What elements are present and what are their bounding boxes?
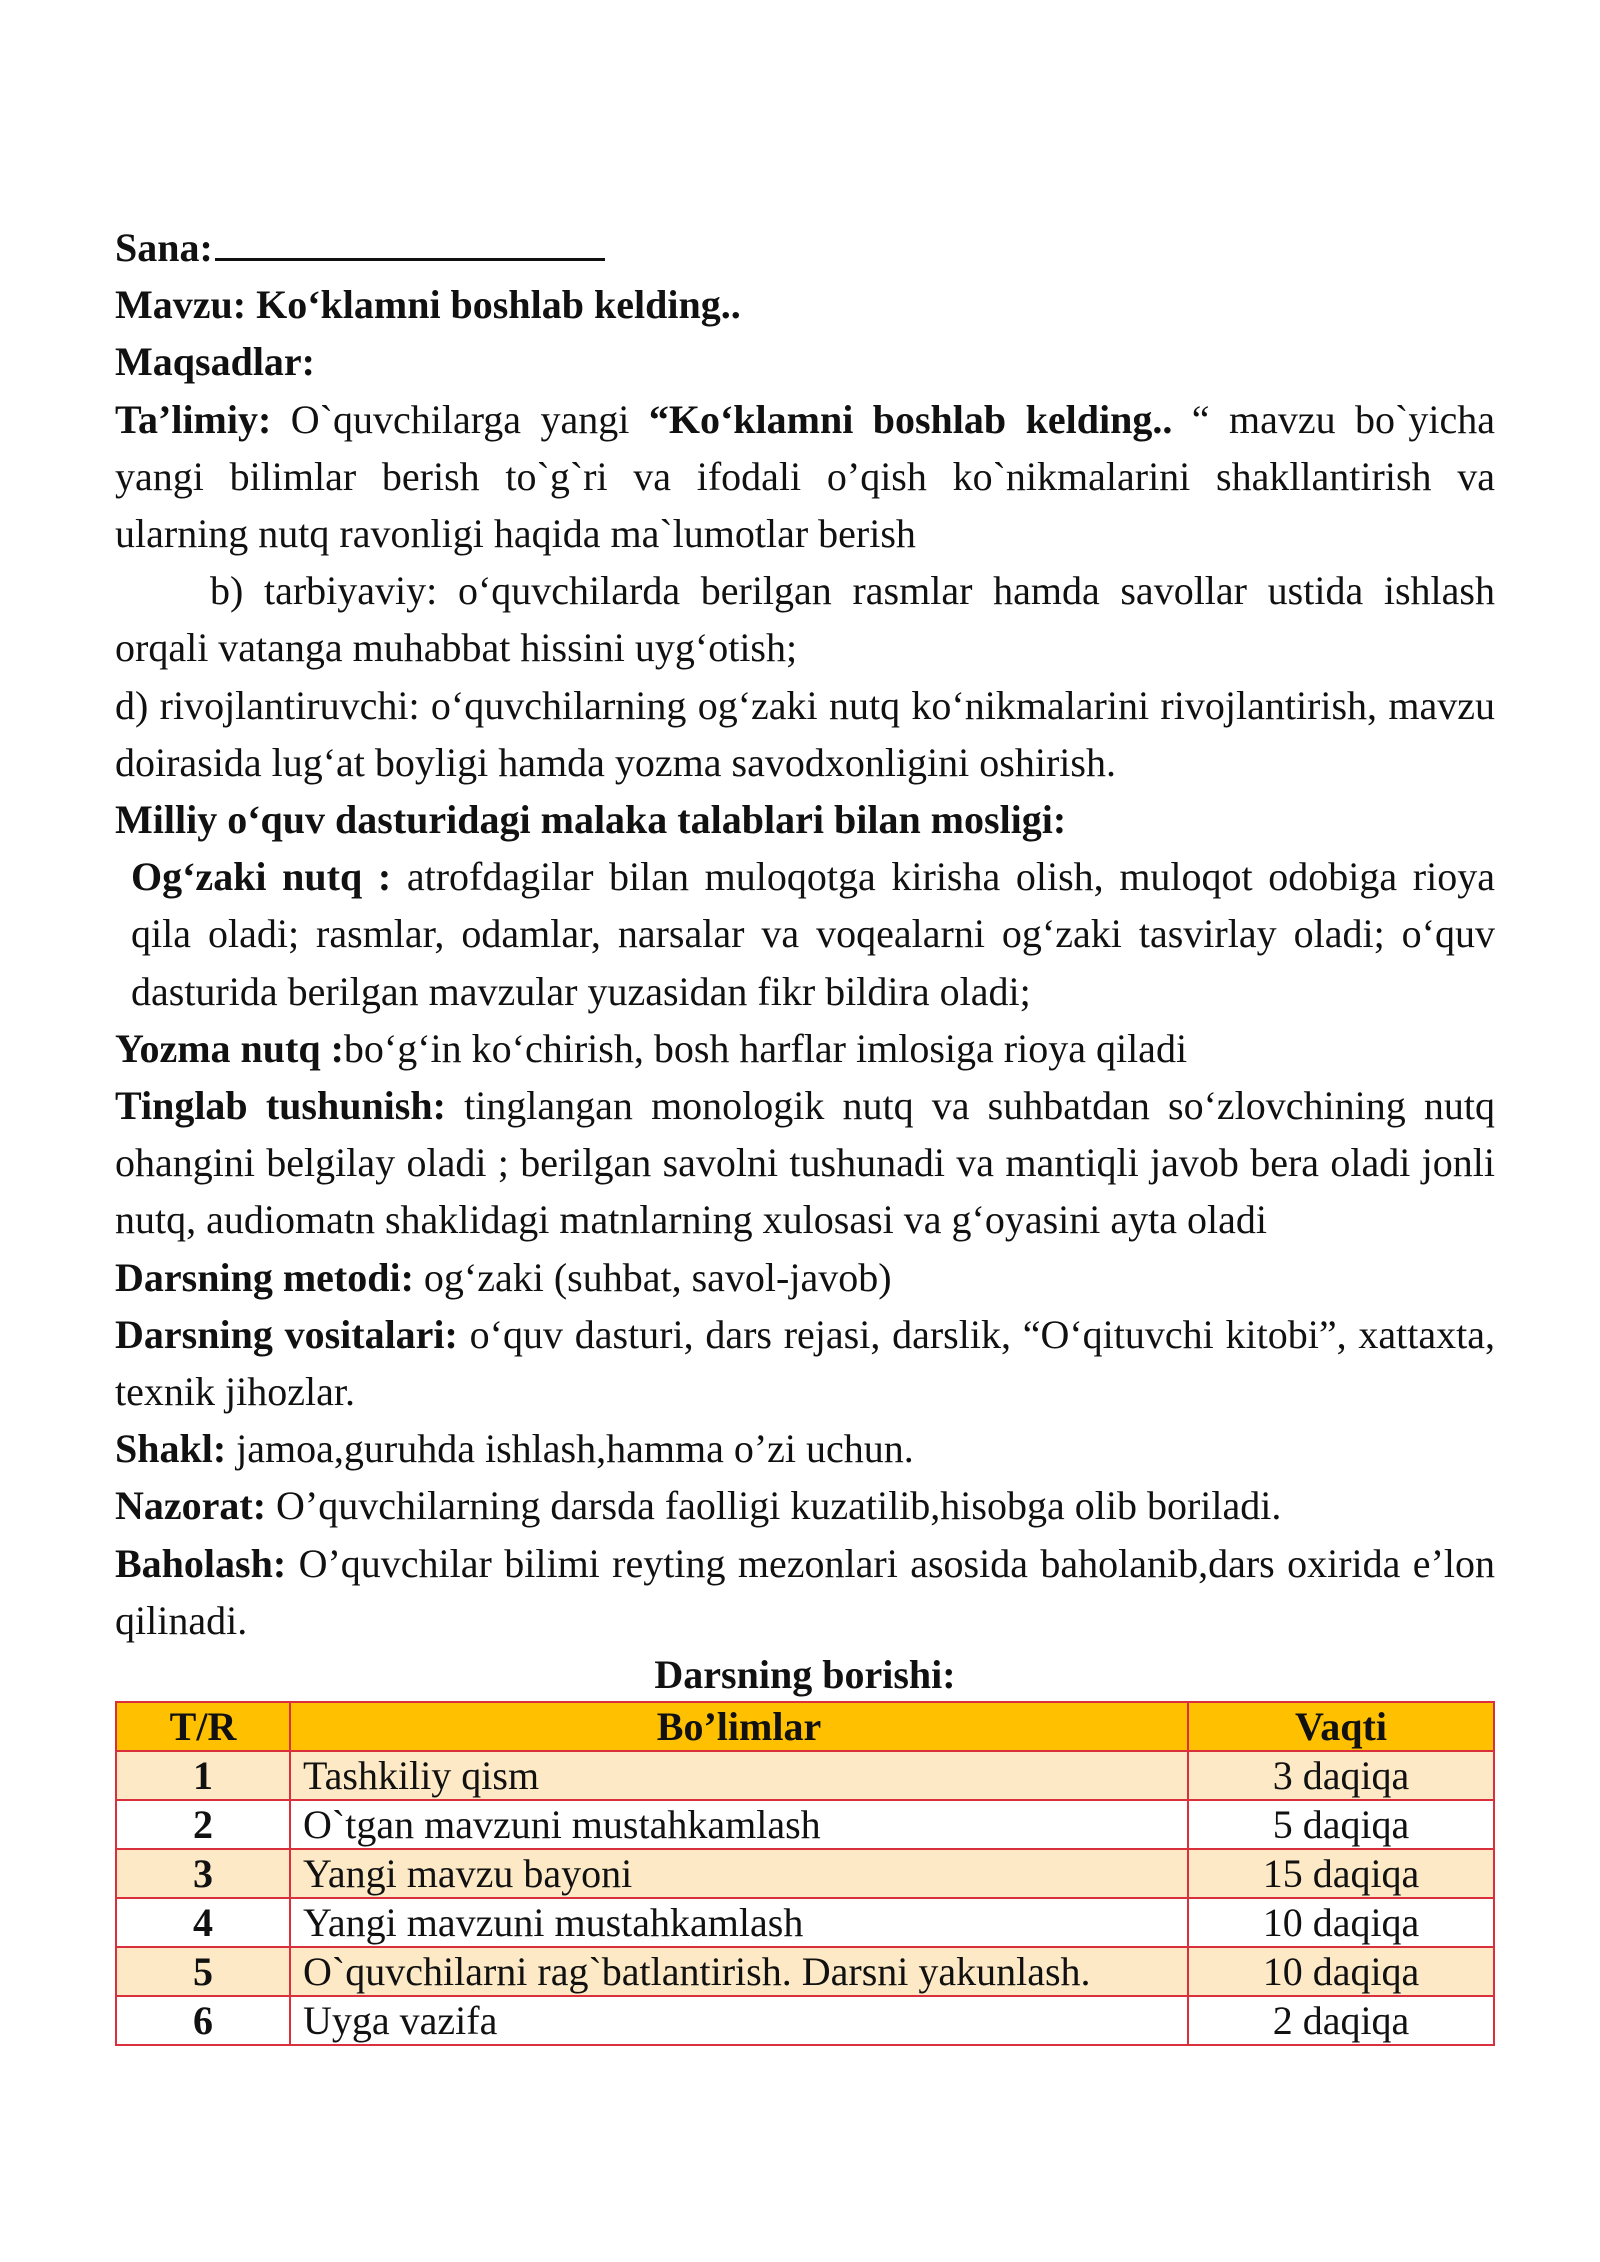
written-speech: Yozma nutq :bo‘g‘in ko‘chirish, bosh harflar imlosiga rioya qiladi <box>115 1025 1188 1071</box>
row-number: 6 <box>116 1996 290 2045</box>
row-time: 10 daqiqa <box>1188 1947 1494 1996</box>
educational-goal-topic: “Ko‘klamni boshlab kelding.. <box>648 396 1173 442</box>
lesson-tools-label: Darsning vositalari: <box>115 1311 458 1357</box>
topic-label: Mavzu: <box>115 282 247 328</box>
row-number: 2 <box>116 1800 290 1849</box>
topic-text: Ko‘klamni boshlab kelding.. <box>256 282 741 328</box>
lesson-form: Shakl: jamoa,guruhda ishlash,hamma o’zi uchun. <box>115 1426 914 1472</box>
row-section: Yangi mavzu bayoni <box>290 1849 1188 1898</box>
lesson-form-label: Shakl: <box>115 1426 227 1472</box>
lesson-control-label: Nazorat: <box>115 1483 267 1529</box>
column-header-number: T/R <box>116 1702 290 1751</box>
table-row <box>116 1898 1494 1947</box>
row-section: Tashkiliy qism <box>290 1751 1188 1800</box>
row-time: 15 daqiqa <box>1188 1849 1494 1898</box>
topic-line <box>115 276 1495 333</box>
date-line <box>115 218 1495 276</box>
row-number: 5 <box>116 1947 290 1996</box>
lesson-method-label: Darsning metodi: <box>115 1254 414 1300</box>
row-section: O`quvchilarni rag`batlantirish. Darsni yakunlash. <box>290 1947 1188 1996</box>
written-speech-label: Yozma nutq : <box>115 1025 344 1071</box>
curriculum-heading: Milliy o‘quv dasturidagi malaka talablari bilan mosligi: <box>115 797 1067 843</box>
table-row <box>116 1849 1494 1898</box>
row-number: 1 <box>116 1751 290 1800</box>
lesson-plan-document <box>115 218 1495 2046</box>
lesson-tools: Darsning vositalari: o‘quv dasturi, dars rejasi, darslik, “O‘qituvchi kitobi”, xattaxta, texnik jihozlar. <box>115 1311 1495 1415</box>
goals-heading: Maqsadlar: <box>115 339 315 385</box>
developmental-goal: d) rivojlantiruvchi: o‘quvchilarning og‘zaki nutq ko‘nikmalarini rivojlantirish, mavzu doirasida lug‘at boyligi hamda yozma savodxonligini oshirish. <box>115 682 1495 785</box>
row-number: 3 <box>116 1849 290 1898</box>
educational-goal: Ta’limiy: O`quvchilarga yangi “Ko‘klamni boshlab kelding.. “ mavzu bo`yicha yangi bilimlar berish to`g`ri va ifodali o’qish ko`nikmalarini shakllantirish va ularning nutq ravonligi haqida ma`lumotlar berish <box>115 396 1496 557</box>
oral-speech-label: Og‘zaki nutq : <box>131 854 392 900</box>
table-row <box>116 1751 1494 1800</box>
row-section: Uyga vazifa <box>290 1996 1188 2045</box>
row-time: 5 daqiqa <box>1188 1800 1494 1849</box>
row-time: 10 daqiqa <box>1188 1898 1494 1947</box>
row-time: 3 daqiqa <box>1188 1751 1494 1800</box>
column-header-time: Vaqti <box>1188 1702 1494 1751</box>
lesson-plan-table <box>115 1701 1495 2046</box>
table-caption: Darsning borishi: <box>654 1652 956 1698</box>
listening-comprehension: Tinglab tushunish: tinglangan monologik nutq va suhbatdan so‘zlovchining nutq ohangini belgilay oladi ; berilgan savolni tushunadi va mantiqli javob bera oladi jonli nutq, audiomatn shaklidagi matnlarning xulosasi va g‘oyasini ayta oladi <box>115 1083 1495 1243</box>
row-time: 2 daqiqa <box>1188 1996 1494 2045</box>
date-label: Sana: <box>115 225 213 270</box>
lesson-assessment-label: Baholash: <box>115 1540 287 1586</box>
column-header-sections: Bo’limlar <box>290 1702 1188 1751</box>
upbringing-goal: b) tarbiyaviy: o‘quvchilarda berilgan rasmlar hamda savollar ustida ishlash orqali vatanga muhabbat hissini uyg‘otish; <box>115 568 1495 671</box>
lesson-method: Darsning metodi: og‘zaki (suhbat, savol-javob) <box>115 1254 892 1300</box>
listening-label: Tinglab tushunish: <box>115 1083 446 1129</box>
row-number: 4 <box>116 1898 290 1947</box>
row-section: O`tgan mavzuni mustahkamlash <box>290 1800 1188 1849</box>
lesson-assessment: Baholash: O’quvchilar bilimi reyting mezonlari asosida baholanib,dars oxirida e’lon qilinadi. <box>115 1540 1495 1643</box>
oral-speech: Og‘zaki nutq : atrofdagilar bilan muloqotga kirisha olish, muloqot odobiga rioya qila oladi; rasmlar, odamlar, narsalar va voqealarni og‘zaki tasvirlay oladi; o‘quv dasturida berilgan mavzular yuzasidan fikr bildira oladi; <box>131 854 1495 1014</box>
educational-goal-label: Ta’limiy: <box>115 396 272 442</box>
row-section: Yangi mavzuni mustahkamlash <box>290 1898 1188 1947</box>
table-row <box>116 1800 1494 1849</box>
date-blank-field <box>215 218 605 261</box>
table-row <box>116 1947 1494 1996</box>
lesson-control: Nazorat: O’quvchilarning darsda faolligi kuzatilib,hisobga olib boriladi. <box>115 1483 1282 1529</box>
table-row <box>116 1996 1494 2045</box>
table-header-row <box>116 1702 1494 1751</box>
